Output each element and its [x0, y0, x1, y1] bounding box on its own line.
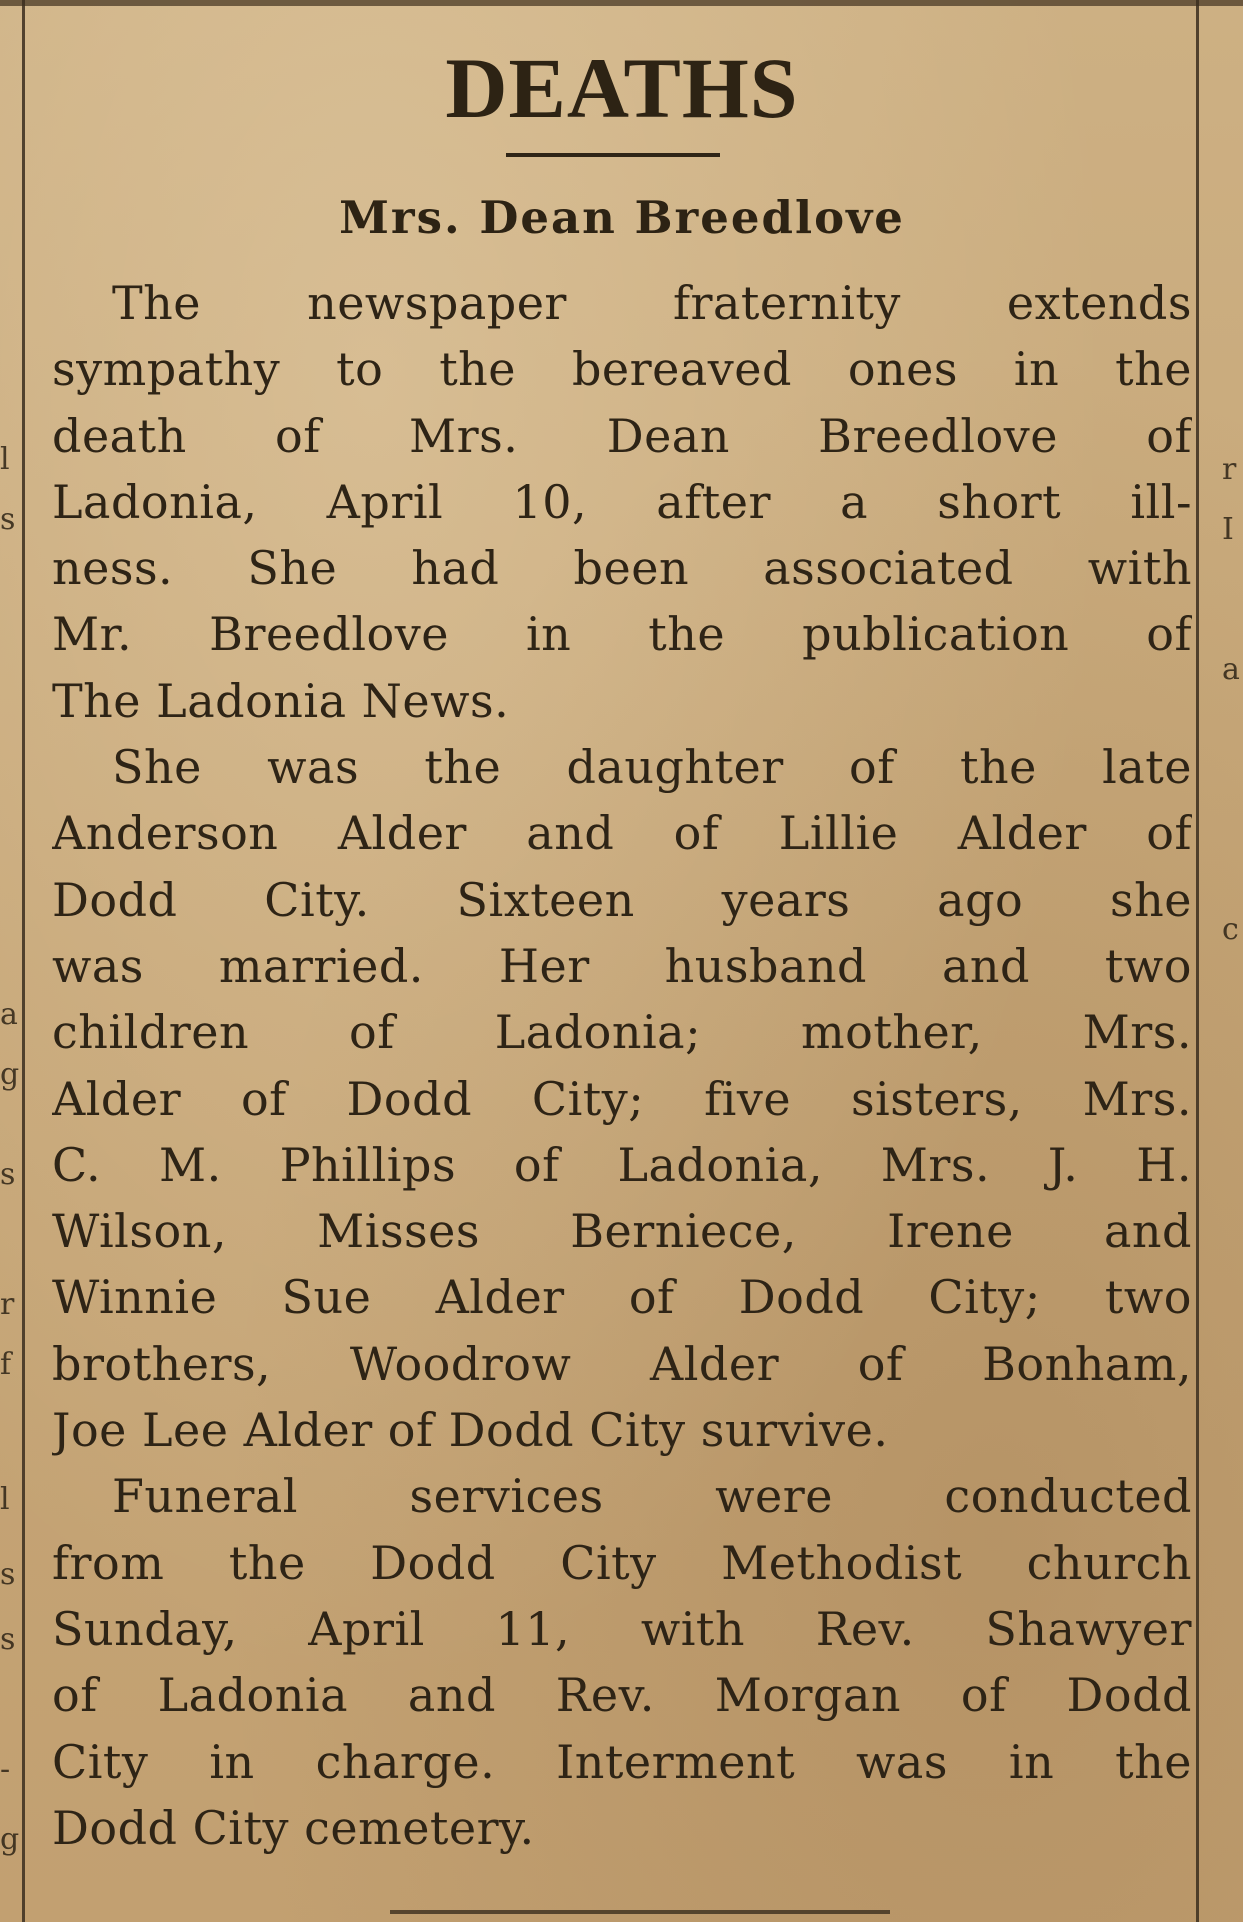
section-headline: DEATHS	[445, 40, 799, 136]
body-line: The newspaper fraternity extends	[112, 276, 1192, 330]
body-line: The Ladonia News.	[52, 673, 510, 728]
left-fragment: a	[0, 997, 18, 1032]
bottom-separator-rule	[390, 1910, 890, 1914]
body-line: of Ladonia and Rev. Morgan of Dodd	[52, 1668, 1192, 1723]
body-line: ness. She had been associated with	[52, 541, 1192, 596]
right-fragment: a	[1222, 652, 1240, 687]
obituary-article	[52, 40, 1192, 1900]
right-fragment: I	[1222, 512, 1234, 547]
body-line: City in charge. Interment was in the	[52, 1734, 1192, 1789]
article-body	[52, 270, 1192, 1861]
body-line: Winnie Sue Alder of Dodd City; two	[52, 1270, 1192, 1325]
body-line: Dodd City. Sixteen years ago she	[52, 872, 1192, 927]
left-fragment: -	[0, 1752, 11, 1787]
body-line: Sunday, April 11, with Rev. Shawyer	[52, 1601, 1192, 1656]
top-border-rule	[0, 0, 1243, 6]
left-fragment: s	[0, 1157, 16, 1192]
left-fragment: s	[0, 1622, 16, 1657]
body-line: Wilson, Misses Berniece, Irene and	[52, 1204, 1192, 1259]
body-line: C. M. Phillips of Ladonia, Mrs. J. H.	[52, 1137, 1192, 1192]
body-line: Funeral services were conducted	[112, 1469, 1192, 1524]
body-line: Joe Lee Alder of Dodd City survive.	[52, 1403, 889, 1458]
body-line: sympathy to the bereaved ones in the	[52, 342, 1192, 397]
left-fragment: l	[0, 1482, 10, 1517]
left-fragment: l	[0, 442, 10, 477]
left-fragment: f	[0, 1347, 12, 1382]
body-line: was married. Her husband and two	[52, 938, 1192, 993]
headline-underline-rule	[506, 153, 720, 157]
left-fragment: s	[0, 502, 16, 537]
body-line: Mr. Breedlove in the publication of	[52, 607, 1192, 662]
left-fragment: g	[0, 1057, 20, 1092]
right-column-rule	[1196, 0, 1199, 1922]
left-column-fragments	[0, 0, 20, 1922]
right-fragment: r	[1222, 452, 1237, 487]
body-line: Ladonia, April 10, after a short ill-	[52, 474, 1192, 529]
body-line: Alder of Dodd City; five sisters, Mrs.	[52, 1071, 1192, 1126]
body-line: brothers, Woodrow Alder of Bonham,	[52, 1336, 1192, 1391]
body-line: Anderson Alder and of Lillie Alder of	[52, 806, 1192, 861]
body-line: from the Dodd City Methodist church	[52, 1535, 1192, 1590]
body-line: death of Mrs. Dean Breedlove of	[52, 408, 1192, 463]
left-fragment: r	[0, 1287, 15, 1322]
body-line: Dodd City cemetery.	[52, 1800, 535, 1855]
body-line: children of Ladonia; mother, Mrs.	[52, 1005, 1192, 1060]
right-fragment: c	[1222, 912, 1239, 947]
left-fragment: s	[0, 1557, 16, 1592]
left-fragment: g	[0, 1822, 20, 1857]
body-line: She was the daughter of the late	[112, 740, 1192, 795]
left-column-rule	[22, 0, 25, 1922]
obituary-name-subhead: Mrs. Dean Breedlove	[339, 191, 905, 244]
right-column-fragments	[1202, 0, 1242, 1922]
